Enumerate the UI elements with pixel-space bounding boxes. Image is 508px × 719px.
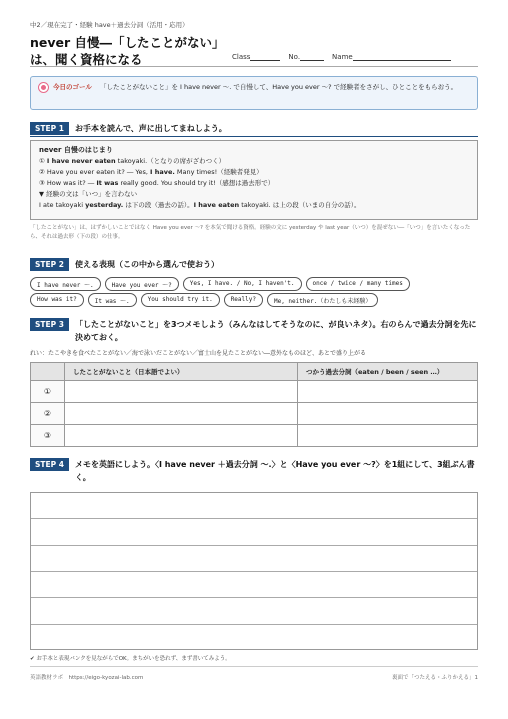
expression-chip: Have you ever ～? [105,277,179,291]
page-title-line1: never 自慢―「したことがない」 [30,35,225,50]
step3-badge: STEP 3 [30,318,69,331]
expression-chip: Yes, I have. / No, I haven't. [183,277,302,291]
memo-cell-participle[interactable] [298,425,478,447]
memo-table-header [31,363,478,381]
page-title-line2: は、聞く資格になる [30,52,143,67]
memo-table [30,362,478,447]
model-line-5: I ate takoyaki yesterday. は下の段（過去の話）。I have eaten takoyaki. は上の段（いまの自分の話）。 [39,201,361,209]
step3-example: れい：たこやきを食べたことがない／海で泳いだことがない／富士山を見たことがない―意外なものほど、あとで盛り上がる [30,350,367,357]
unit-label: 中2／現在完了・経験 have＋過去分詞（活用・応用） [30,21,189,29]
expression-chip: You should try it. [141,293,220,307]
writing-line[interactable] [31,519,477,545]
model-dialogue-box [30,140,478,220]
expression-bank-row2 [30,293,480,307]
memo-cell-participle[interactable] [298,381,478,403]
step2-badge: STEP 2 [30,258,69,271]
memo-cell-never[interactable] [65,381,298,403]
memo-col-never: したことがないこと（日本語でよい） [65,363,298,381]
step1-badge: STEP 1 [30,122,69,135]
writing-line[interactable] [31,572,477,598]
title-divider [30,66,478,67]
model-line-3: ③ How was it? ― It was really good. You should try it!（感想は過去形で） [39,179,275,187]
model-heading: never 自慢のはじまり [39,146,113,154]
table-row [31,381,478,403]
expression-chip: Me, neither.（わたしも未経験） [267,293,378,307]
number-field[interactable]: No. [288,53,324,61]
memo-cell-never[interactable] [65,425,298,447]
expression-chip: Really? [224,293,263,307]
footer-page-note: 裏面で「つたえる・ふりかえる」1 [391,675,478,681]
step1-divider [30,136,478,137]
expression-chip: It was ～. [88,293,137,307]
model-line-4: ▼ 経験の文は「いつ」を言わない [39,190,138,198]
goal-text: 「したことがないこと」を I have never ～. で自慢して、Have you ever ～? で経験者をさがし、ひとことをもらおう。 [99,83,458,91]
goal-box [30,76,478,110]
row-number: ② [31,403,65,425]
expression-chip: once / twice / many times [306,277,410,291]
step3-header [30,318,478,344]
expression-chip: I have never ～. [30,277,101,291]
expression-bank-row1 [30,277,480,291]
row-number: ① [31,381,65,403]
writing-line[interactable] [31,598,477,624]
footer-divider [30,666,478,667]
goal-label: 今日のゴール [53,83,92,91]
target-icon [39,83,48,92]
class-field[interactable]: Class [232,53,280,61]
step1-header [30,122,478,135]
step4-badge: STEP 4 [30,458,69,471]
student-info-fields [232,53,451,61]
name-field[interactable]: Name [332,53,451,61]
step1-instruction: お手本を読んで、声に出してまねしよう。 [74,124,227,133]
step4-instruction: メモを英語にしよう。〈I have never ＋過去分詞 ～.〉と〈Have you ever ～?〉を1組にして、3組ぶん書く。 [74,460,475,482]
step2-header [30,258,219,271]
table-row [31,425,478,447]
table-row [31,403,478,425]
step2-instruction: 使える表現（この中から選んで使おう） [74,260,219,269]
writing-line[interactable] [31,493,477,519]
memo-cell-never[interactable] [65,403,298,425]
model-line-2: ② Have you ever eaten it? ― Yes, I have. Many times!（経験者発見） [39,168,263,176]
step4-header [30,458,478,484]
model-line-1: ① I have never eaten takoyaki.（となりの席がざわつく） [39,157,226,165]
writing-line[interactable] [31,625,477,651]
check-note: ✔ お手本と表現バンクを見ながらでOK。まちがいを恐れず、まず書いてみよう。 [30,656,231,662]
memo-cell-participle[interactable] [298,403,478,425]
row-number: ③ [31,425,65,447]
writing-line[interactable] [31,546,477,572]
step3-instruction: 「したことがないこと」を3つメモしよう（みんなはしてそうなのに、が良いネタ）。右のらんで過去分詞を先に決めておく。 [74,320,477,342]
footer-source: 英語教材ラボ https://eigo-kyozai-lab.com [30,675,144,681]
expression-chip: How was it? [30,293,84,307]
writing-area [30,492,478,650]
step1-note: 「したことがない」は、はずかしいことではなく Have you ever ～? を本気で聞ける資格。経験の文に yesterday や last year（いつ）を混ぜない―「いつ」を言いたくなったら、それは過去形（下の段）の仕事。 [30,225,471,240]
memo-col-participle: つかう過去分詞（eaten / been / seen …） [298,363,478,381]
